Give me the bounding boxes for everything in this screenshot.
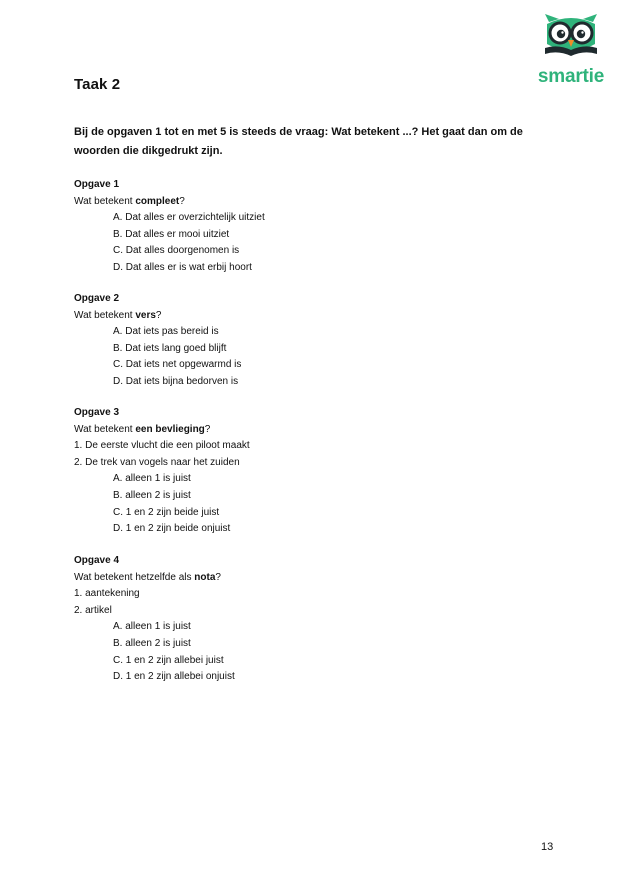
statement: 2. artikel (74, 604, 112, 616)
question-keyword: nota (194, 571, 216, 583)
answer-options (74, 324, 241, 390)
answer-options (74, 471, 250, 537)
question-text (74, 570, 235, 587)
question-heading: Opgave 2 (74, 293, 120, 304)
question-prefix: Wat betekent (74, 309, 136, 321)
question-block-4 (74, 553, 235, 686)
question-block-1 (74, 177, 265, 277)
question-heading: Opgave 1 (74, 179, 120, 190)
statement: 1. aantekening (74, 588, 140, 600)
owl-reading-book-icon (541, 14, 601, 60)
answer-options (74, 619, 235, 685)
instructions: Bij de opgaven 1 tot en met 5 is steeds de vraag: Wat betekent ...? Het gaat dan om de woorden die dikgedrukt zijn. (74, 126, 523, 157)
answer-option: D. Dat alles er is wat erbij hoort (113, 261, 252, 273)
question-suffix: ? (215, 571, 221, 583)
answer-option: C. Dat iets net opgewarmd is (113, 359, 242, 371)
question-text (74, 194, 265, 211)
question-suffix: ? (155, 309, 162, 321)
answer-option: C. 1 en 2 zijn beide juist (113, 506, 220, 518)
question-prefix: Wat betekent (74, 195, 136, 207)
question-text (74, 308, 241, 325)
answer-options (74, 210, 265, 276)
answer-option: A. alleen 1 is juist (113, 473, 191, 485)
statement: 2. De trek van vogels naar het zuiden (74, 456, 240, 468)
page-title: Taak 2 (74, 76, 121, 93)
question-keyword: vers (135, 309, 156, 321)
answer-option: A. Dat iets pas bereid is (113, 326, 219, 338)
question-heading: Opgave 4 (74, 555, 120, 566)
question-block-2 (74, 291, 241, 391)
question-suffix: ? (179, 195, 185, 207)
question-heading: Opgave 3 (74, 407, 120, 418)
question-block-3 (74, 405, 250, 538)
question-prefix: Wat betekent hetzelfde als (74, 571, 195, 583)
answer-option: D. 1 en 2 zijn allebei onjuist (113, 671, 235, 683)
question-text (74, 422, 250, 439)
answer-option: B. Dat iets lang goed blijft (113, 342, 227, 354)
answer-option: A. Dat alles er overzichtelijk uitziet (113, 212, 265, 224)
answer-option: B. alleen 2 is juist (113, 489, 191, 501)
question-suffix: ? (204, 423, 211, 435)
question-keyword: een bevlieging (135, 423, 205, 435)
answer-option: D. 1 en 2 zijn beide onjuist (113, 523, 231, 535)
answer-option: B. alleen 2 is juist (113, 637, 191, 649)
page-number: 13 (541, 841, 554, 853)
question-prefix: Wat betekent (74, 423, 136, 435)
answer-option: C. Dat alles doorgenomen is (113, 245, 240, 257)
logo-text: smartie (537, 66, 605, 87)
answer-option: A. alleen 1 is juist (113, 621, 191, 633)
answer-option: D. Dat iets bijna bedorven is (113, 375, 239, 387)
question-keyword: compleet (135, 195, 180, 207)
statement: 1. De eerste vlucht die een piloot maakt (74, 440, 250, 452)
answer-option: B. Dat alles er mooi uitziet (113, 228, 230, 240)
smartie-logo (534, 14, 608, 90)
answer-option: C. 1 en 2 zijn allebei juist (113, 654, 224, 666)
